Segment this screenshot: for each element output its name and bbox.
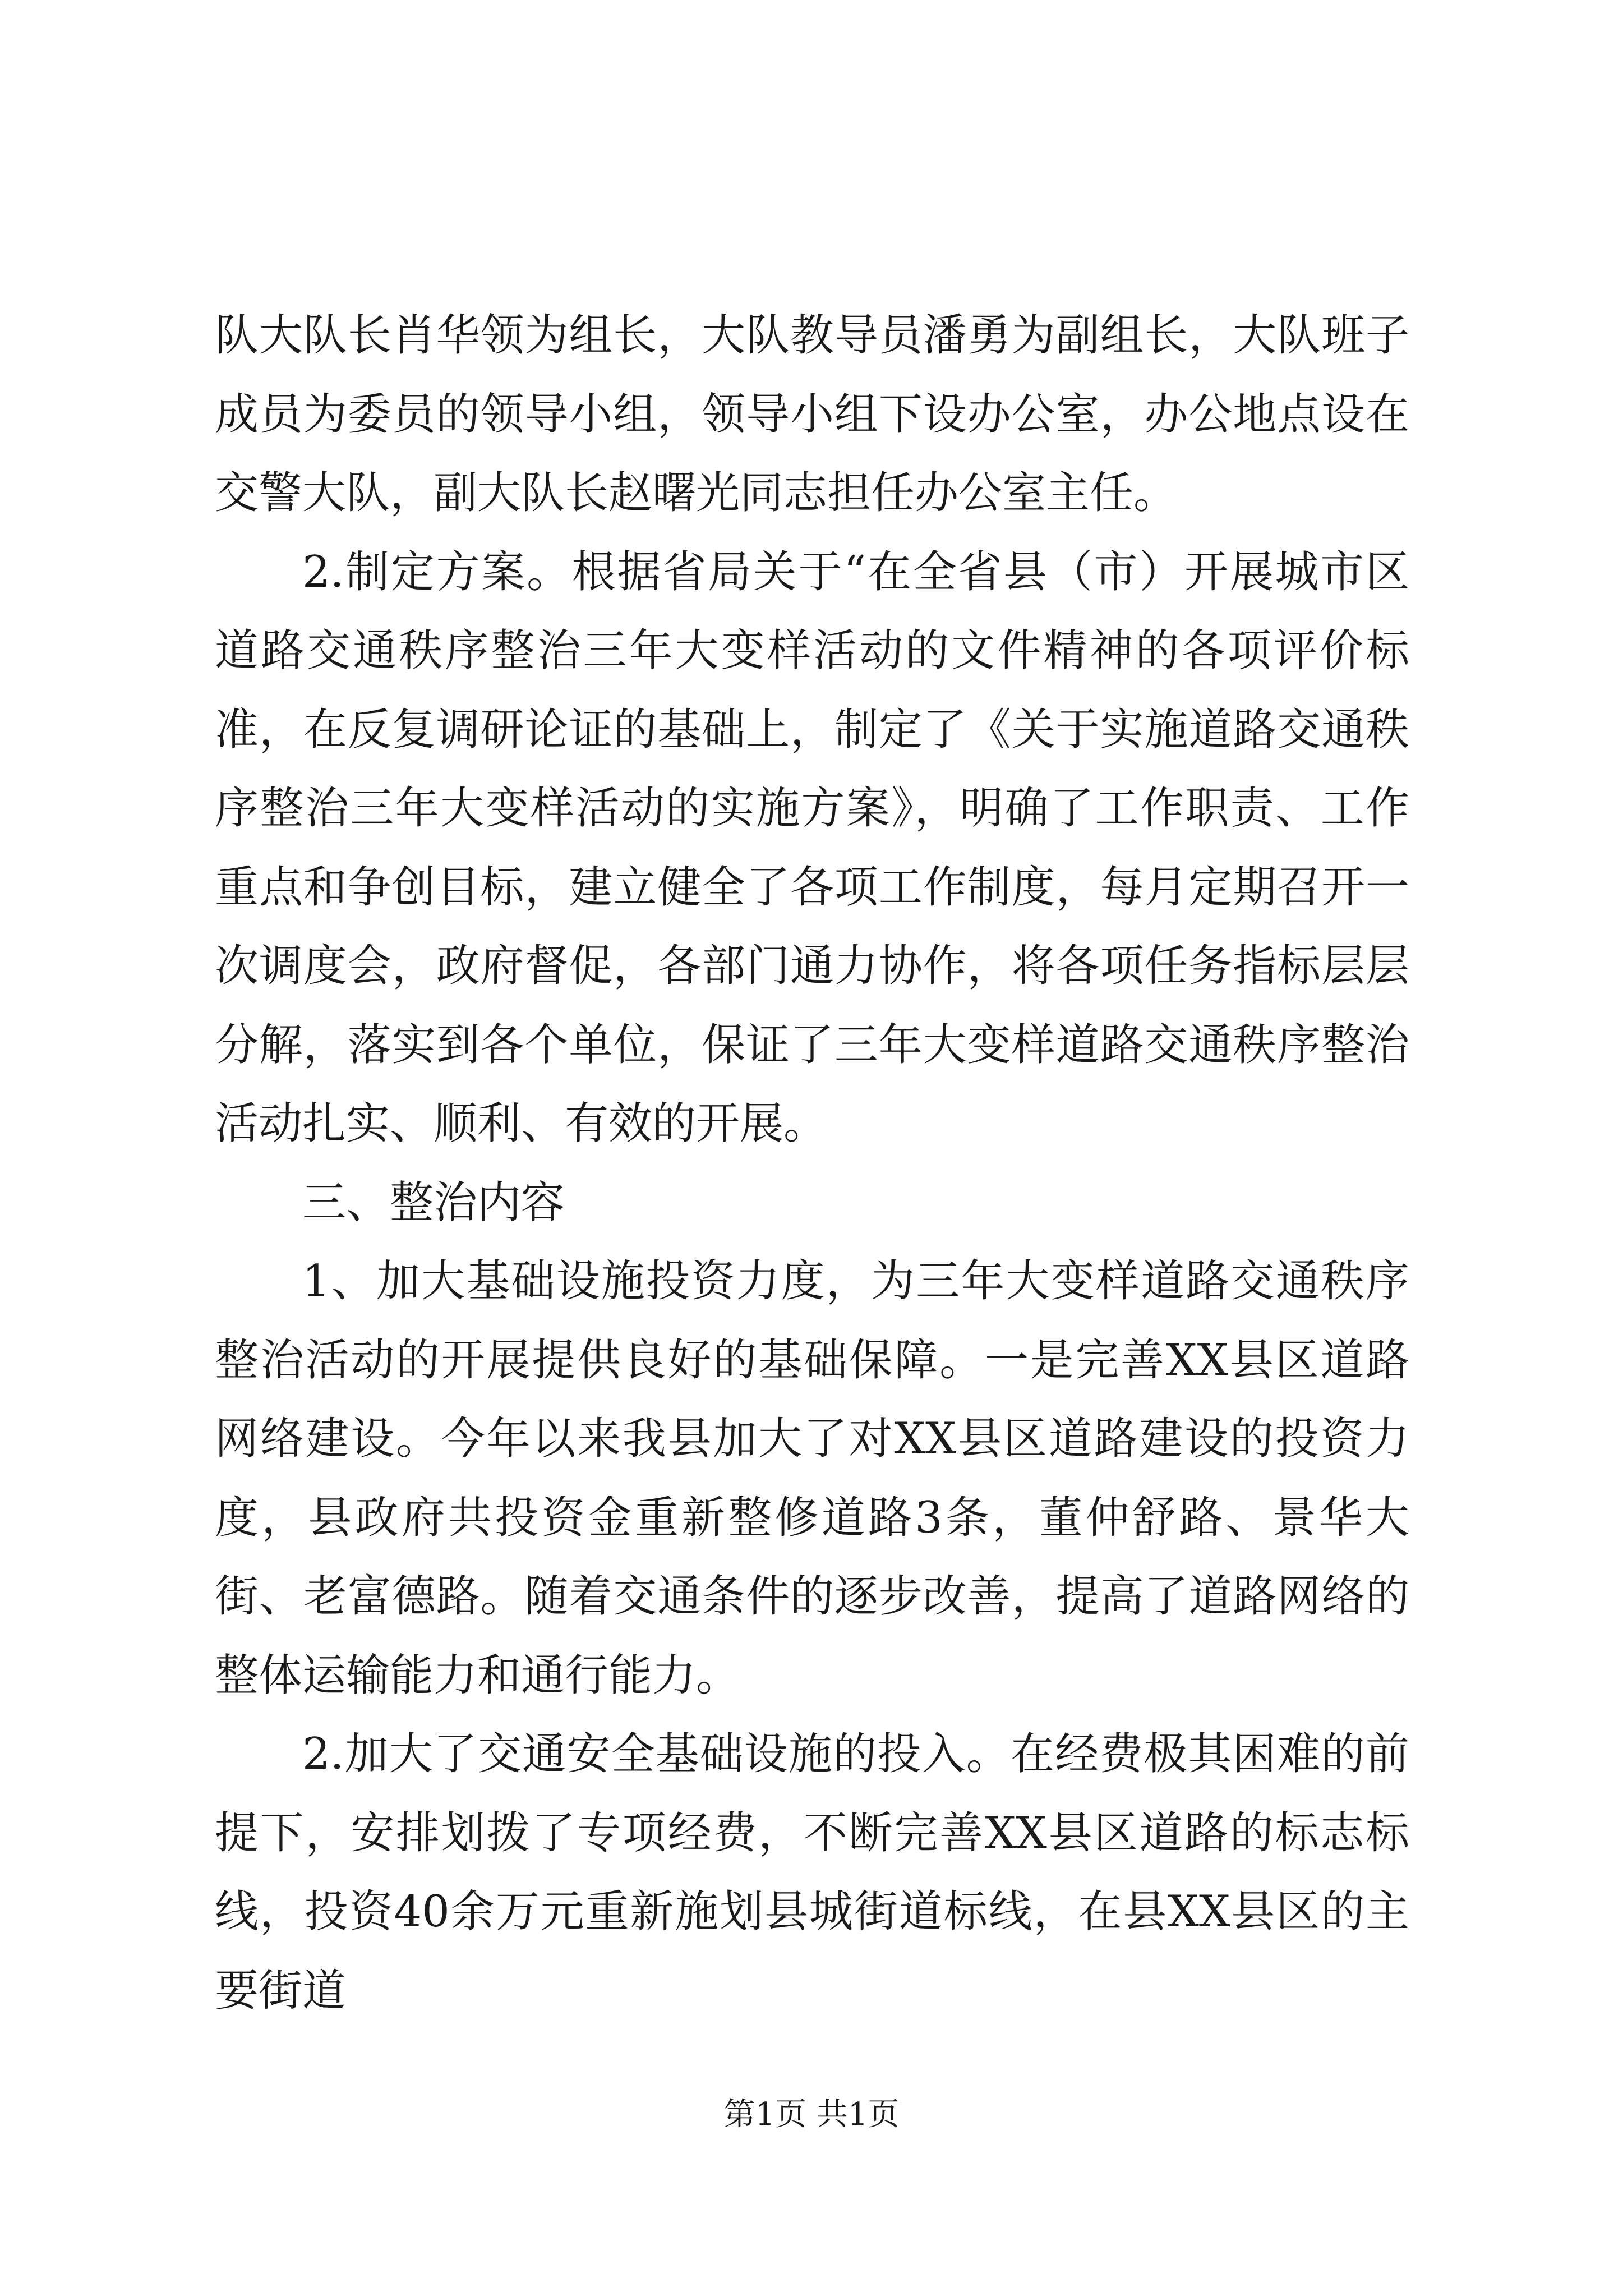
section-heading-rectification-content: 三、整治内容 [302, 1177, 565, 1228]
paragraph-formulate-plan: 2.制定方案。根据省局关于“在全省县（市）开展城市区道路交通秩序整治三年大变样活动的文件精神的各项评价标准，在反复调研论证的基础上，制定了《关于实施道路交通秩序整治三年大变样活动的实施方案》，明确了工作职责、工作重点和争创目标，建立健全了各项工作制度，每月定期召开一次调度会，政府督促，各部门通力协作，将各项任务指标层层分解，落实到各个单位，保证了三年大变样道路交通秩序整治活动扎实、顺利、有效的开展。 [215, 546, 1409, 1149]
paragraph-leadership-group: 队大队长肖华领为组长，大队教导员潘勇为副组长，大队班子成员为委员的领导小组，领导小组下设办公室，办公地点设在交警大队，副大队长赵曙光同志担任办公室主任。 [215, 310, 1409, 518]
paragraph-infrastructure-investment: 1、加大基础设施投资力度，为三年大变样道路交通秩序整治活动的开展提供良好的基础保障。一是完善XX县区道路网络建设。今年以来我县加大了对XX县区道路建设的投资力度，县政府共投资金重新整修道路3条，董仲舒路、景华大街、老富德路。随着交通条件的逐步改善，提高了道路网络的整体运输能力和通行能力。 [215, 1256, 1409, 1701]
page-footer: 第1页 共1页 [723, 2096, 900, 2133]
paragraph-safety-facilities: 2.加大了交通安全基础设施的投入。在经费极其困难的前提下，安排划拨了专项经费，不断完善XX县区道路的标志标线，投资40余万元重新施划县城街道标线，在县XX县区的主要街道 [215, 1729, 1409, 2016]
document-body [215, 296, 1409, 2030]
